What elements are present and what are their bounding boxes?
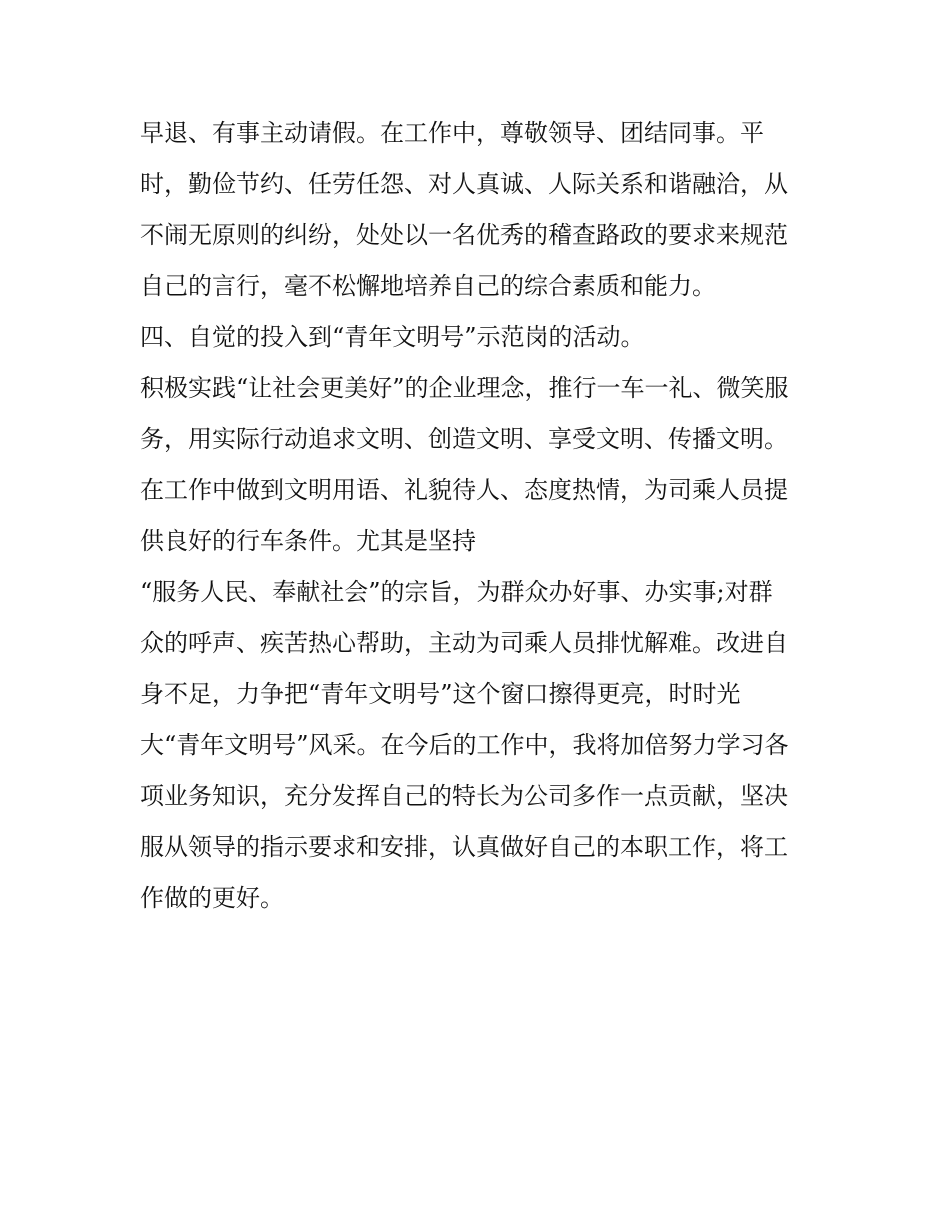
text-line: “服务人民、奉献社会”的宗旨，为群众办好事、办实事;对群 bbox=[140, 578, 773, 606]
text-line: 自己的言行，毫不松懈地培养自己的综合素质和能力。 bbox=[140, 272, 716, 300]
text-line: 众的呼声、疾苦热心帮助，主动为司乘人员排忧解难。改进自 bbox=[140, 629, 788, 657]
text-line: 项业务知识，充分发挥自己的特长为公司多作一点贡献，坚决 bbox=[140, 782, 788, 810]
text-line: 积极实践“让社会更美好”的企业理念，推行一车一礼、微笑服 bbox=[140, 374, 789, 402]
text-line: 供良好的行车条件。尤其是坚持 bbox=[140, 527, 476, 555]
body-text bbox=[140, 108, 820, 924]
text-line: 早退、有事主动请假。在工作中，尊敬领导、团结同事。平 bbox=[140, 119, 764, 147]
text-line: 时，勤俭节约、任劳任怨、对人真诚、人际关系和谐融洽，从 bbox=[140, 170, 788, 198]
text-line: 在工作中做到文明用语、礼貌待人、态度热情，为司乘人员提 bbox=[140, 476, 788, 504]
text-line: 服从领导的指示要求和安排，认真做好自己的本职工作，将工 bbox=[140, 833, 788, 861]
text-line: 身不足，力争把“青年文明号”这个窗口擦得更亮，时时光 bbox=[140, 680, 741, 708]
text-line: 务，用实际行动追求文明、创造文明、享受文明、传播文明。 bbox=[140, 425, 788, 453]
text-line: 作做的更好。 bbox=[140, 884, 284, 912]
text-line: 不闹无原则的纠纷，处处以一名优秀的稽查路政的要求来规范 bbox=[140, 221, 788, 249]
text-line: 大“青年文明号”风采。在今后的工作中，我将加倍努力学习各 bbox=[140, 731, 789, 759]
section-heading: 四、自觉的投入到“青年文明号”示范岗的活动。 bbox=[140, 323, 645, 351]
